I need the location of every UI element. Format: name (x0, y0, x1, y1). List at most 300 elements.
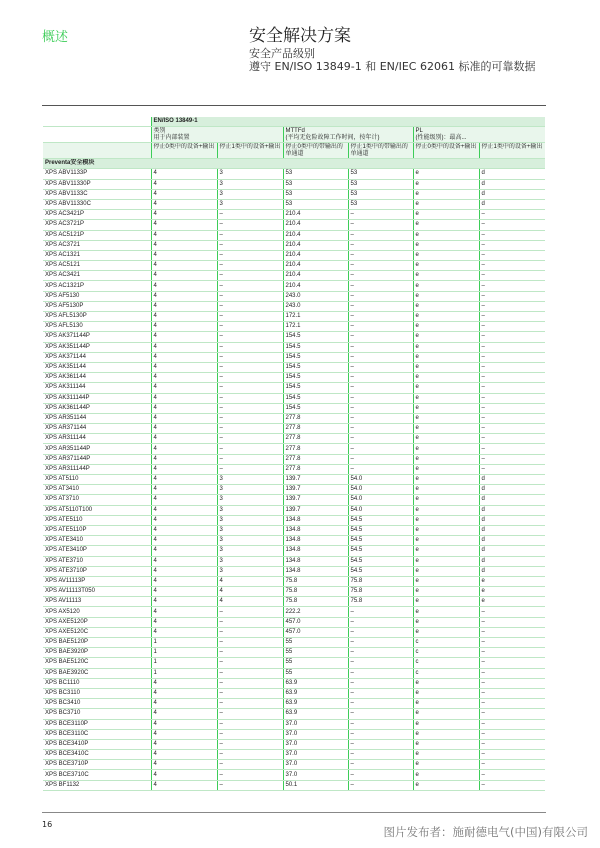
table-row (43, 648, 545, 658)
table-row (43, 393, 545, 403)
model-cell: XPS AF5130P (43, 301, 151, 311)
value-cell: – (217, 648, 283, 658)
value-cell: 134.8 (283, 566, 348, 576)
table-row (43, 515, 545, 525)
value-cell: 134.8 (283, 536, 348, 546)
value-cell: 53 (283, 169, 348, 179)
value-cell: e (413, 434, 479, 444)
value-cell: – (479, 627, 545, 637)
model-cell: XPS ABV1133P (43, 169, 151, 179)
value-cell: e (413, 332, 479, 342)
value-cell: – (479, 220, 545, 230)
col-header: 停止1类中的设备+输出 (217, 143, 283, 159)
table-row (43, 281, 545, 291)
value-cell: – (479, 668, 545, 678)
value-cell: – (217, 729, 283, 739)
value-cell: – (479, 719, 545, 729)
value-cell: e (413, 189, 479, 199)
value-cell: 53 (283, 199, 348, 209)
value-cell: e (413, 312, 479, 322)
value-cell: d (479, 525, 545, 535)
model-cell: XPS ATE5110P (43, 525, 151, 535)
value-cell: e (413, 546, 479, 556)
value-cell: e (413, 403, 479, 413)
value-cell: 4 (151, 750, 217, 760)
value-cell: 63.9 (283, 688, 348, 698)
model-cell: XPS ABV11330C (43, 199, 151, 209)
value-cell: – (348, 373, 413, 383)
value-cell: e (479, 576, 545, 586)
value-cell: – (479, 750, 545, 760)
value-cell: 54.0 (348, 485, 413, 495)
value-cell: 210.4 (283, 261, 348, 271)
value-cell: – (217, 780, 283, 790)
value-cell: 277.8 (283, 413, 348, 423)
value-cell: – (217, 291, 283, 301)
mttf-label: MTTFd (285, 128, 305, 135)
model-cell: XPS AC3421 (43, 271, 151, 281)
value-cell: c (413, 648, 479, 658)
value-cell: – (348, 240, 413, 250)
value-cell: e (413, 688, 479, 698)
table-row (43, 485, 545, 495)
table-row (43, 780, 545, 790)
value-cell: 4 (151, 352, 217, 362)
value-cell: 210.4 (283, 210, 348, 220)
value-cell: 75.8 (283, 587, 348, 597)
value-cell: – (217, 699, 283, 709)
value-cell: – (217, 322, 283, 332)
category-header (151, 127, 283, 143)
model-cell: XPS AC3721P (43, 220, 151, 230)
value-cell: – (348, 424, 413, 434)
table-row (43, 475, 545, 485)
model-cell: XPS BC3410 (43, 699, 151, 709)
value-cell: 222.2 (283, 607, 348, 617)
value-cell: – (348, 617, 413, 627)
value-cell: – (217, 393, 283, 403)
value-cell: e (413, 576, 479, 586)
value-cell: – (479, 312, 545, 322)
value-cell: – (479, 617, 545, 627)
value-cell: 277.8 (283, 434, 348, 444)
table-row (43, 352, 545, 362)
value-cell: – (479, 250, 545, 260)
value-cell: – (348, 383, 413, 393)
value-cell: 4 (151, 189, 217, 199)
table-row (43, 495, 545, 505)
value-cell: 4 (151, 719, 217, 729)
value-cell: 53 (348, 189, 413, 199)
model-cell: XPS ATE3410P (43, 546, 151, 556)
value-cell: e (413, 352, 479, 362)
model-cell: XPS AFL5130 (43, 322, 151, 332)
value-cell: – (479, 424, 545, 434)
model-cell: XPS BCE3410C (43, 750, 151, 760)
value-cell: e (413, 281, 479, 291)
value-cell: – (479, 210, 545, 220)
value-cell: 4 (151, 566, 217, 576)
value-cell: d (479, 199, 545, 209)
value-cell: 3 (217, 515, 283, 525)
value-cell: e (413, 760, 479, 770)
model-cell: XPS BC3710 (43, 709, 151, 719)
value-cell: 4 (151, 454, 217, 464)
value-cell: 4 (151, 393, 217, 403)
model-cell: XPS AX5120 (43, 607, 151, 617)
value-cell: 4 (151, 169, 217, 179)
value-cell: – (348, 444, 413, 454)
model-cell: XPS ATE3410 (43, 536, 151, 546)
value-cell: 4 (151, 546, 217, 556)
value-cell: 243.0 (283, 291, 348, 301)
value-cell: – (479, 648, 545, 658)
value-cell: c (413, 658, 479, 668)
table-row (43, 566, 545, 576)
value-cell: 4 (151, 312, 217, 322)
table-row (43, 179, 545, 189)
value-cell: – (217, 210, 283, 220)
value-cell: – (479, 658, 545, 668)
table-row (43, 434, 545, 444)
value-cell: 1 (151, 668, 217, 678)
value-cell: 139.7 (283, 505, 348, 515)
value-cell: 4 (151, 403, 217, 413)
model-cell: XPS BAE5120C (43, 658, 151, 668)
value-cell: 55 (283, 658, 348, 668)
value-cell: e (479, 587, 545, 597)
value-cell: – (348, 342, 413, 352)
value-cell: e (413, 250, 479, 260)
table-row (43, 199, 545, 209)
table-row (43, 546, 545, 556)
value-cell: – (217, 760, 283, 770)
table-row (43, 688, 545, 698)
value-cell: d (479, 505, 545, 515)
value-cell: 134.8 (283, 525, 348, 535)
value-cell: e (413, 362, 479, 372)
model-cell: XPS AT5110 (43, 475, 151, 485)
table-row (43, 699, 545, 709)
model-cell: XPS AK311144P (43, 393, 151, 403)
value-cell: 37.0 (283, 760, 348, 770)
value-cell: 210.4 (283, 281, 348, 291)
value-cell: 4 (217, 576, 283, 586)
value-cell: 4 (151, 617, 217, 627)
value-cell: e (413, 444, 479, 454)
table-row (43, 332, 545, 342)
value-cell: – (479, 373, 545, 383)
value-cell: e (413, 230, 479, 240)
safety-data-table (43, 117, 545, 791)
value-cell: – (479, 332, 545, 342)
value-cell: e (413, 729, 479, 739)
value-cell: 4 (151, 770, 217, 780)
value-cell: 4 (217, 597, 283, 607)
value-cell: d (479, 556, 545, 566)
model-cell: XPS BF1132 (43, 780, 151, 790)
value-cell: e (413, 383, 479, 393)
value-cell: 63.9 (283, 709, 348, 719)
value-cell: 4 (151, 291, 217, 301)
model-cell: XPS AK311144 (43, 383, 151, 393)
value-cell: – (217, 413, 283, 423)
value-cell: e (413, 719, 479, 729)
col-header: 停止1类中的带输出的单通道 (348, 143, 413, 159)
value-cell: – (348, 688, 413, 698)
value-cell: – (217, 454, 283, 464)
value-cell: e (413, 525, 479, 535)
table-row (43, 729, 545, 739)
value-cell: 277.8 (283, 454, 348, 464)
value-cell: – (479, 780, 545, 790)
value-cell: 210.4 (283, 250, 348, 260)
value-cell: – (479, 729, 545, 739)
model-cell: XPS AV11113P (43, 576, 151, 586)
value-cell: 75.8 (348, 597, 413, 607)
table-row (43, 424, 545, 434)
value-cell: 4 (151, 383, 217, 393)
model-cell: XPS AR371144P (43, 454, 151, 464)
value-cell: d (479, 546, 545, 556)
table-row (43, 210, 545, 220)
table-row (43, 250, 545, 260)
model-cell: XPS AT5110T100 (43, 505, 151, 515)
value-cell: 37.0 (283, 750, 348, 760)
value-cell: 172.1 (283, 312, 348, 322)
value-cell: – (217, 464, 283, 474)
category-label: 类别 (153, 128, 166, 135)
value-cell: e (413, 495, 479, 505)
model-cell: XPS BAE3920C (43, 668, 151, 678)
table-row (43, 617, 545, 627)
value-cell: 4 (151, 485, 217, 495)
value-cell: – (217, 373, 283, 383)
value-cell: 4 (151, 342, 217, 352)
value-cell: – (479, 393, 545, 403)
model-cell: XPS AXE5120C (43, 627, 151, 637)
model-cell: XPS AK371144 (43, 352, 151, 362)
value-cell: 4 (151, 495, 217, 505)
value-cell: e (413, 699, 479, 709)
value-cell: – (479, 699, 545, 709)
page-subtitle-standards: 遵守 EN/ISO 13849-1 和 EN/IEC 62061 标准的可靠数据 (249, 60, 536, 73)
header-divider (42, 105, 546, 106)
table-row (43, 505, 545, 515)
value-cell: 3 (217, 485, 283, 495)
value-cell: e (413, 566, 479, 576)
value-cell: 4 (151, 627, 217, 637)
value-cell: – (348, 678, 413, 688)
value-cell: – (348, 750, 413, 760)
value-cell: 4 (151, 199, 217, 209)
value-cell: e (413, 770, 479, 780)
value-cell: 75.8 (283, 597, 348, 607)
value-cell: – (217, 271, 283, 281)
table-row (43, 373, 545, 383)
table-row (43, 444, 545, 454)
model-cell: XPS AC3721 (43, 240, 151, 250)
value-cell: e (413, 199, 479, 209)
value-cell: e (413, 179, 479, 189)
value-cell: – (348, 719, 413, 729)
value-cell: 4 (151, 322, 217, 332)
value-cell: – (479, 413, 545, 423)
value-cell: 3 (217, 179, 283, 189)
value-cell: 53 (283, 179, 348, 189)
value-cell: d (479, 485, 545, 495)
value-cell: – (217, 220, 283, 230)
mttf-header (283, 127, 413, 143)
value-cell: – (479, 352, 545, 362)
model-cell: XPS AV11113 (43, 597, 151, 607)
model-cell: XPS AC5121P (43, 230, 151, 240)
page-title: 安全解决方案 (249, 26, 351, 46)
model-cell: XPS AT3410 (43, 485, 151, 495)
value-cell: e (413, 780, 479, 790)
value-cell: – (217, 444, 283, 454)
value-cell: – (348, 403, 413, 413)
value-cell: 210.4 (283, 271, 348, 281)
value-cell: 134.8 (283, 515, 348, 525)
value-cell: – (348, 281, 413, 291)
value-cell: – (479, 638, 545, 648)
value-cell: – (348, 434, 413, 444)
value-cell: 4 (151, 424, 217, 434)
value-cell: 4 (151, 220, 217, 230)
value-cell: 1 (151, 638, 217, 648)
value-cell: – (217, 403, 283, 413)
value-cell: 4 (151, 607, 217, 617)
footer-divider (42, 812, 546, 813)
value-cell: e (413, 169, 479, 179)
value-cell: – (217, 607, 283, 617)
value-cell: 53 (348, 179, 413, 189)
pl-label: PL (415, 128, 423, 135)
value-cell: 277.8 (283, 444, 348, 454)
value-cell: 1 (151, 658, 217, 668)
value-cell: 457.0 (283, 627, 348, 637)
value-cell: e (413, 587, 479, 597)
model-cell: XPS ABV11330P (43, 179, 151, 189)
value-cell: – (348, 699, 413, 709)
value-cell: – (479, 383, 545, 393)
value-cell: 4 (151, 760, 217, 770)
value-cell: – (479, 291, 545, 301)
value-cell: e (413, 220, 479, 230)
model-cell: XPS BCE3110P (43, 719, 151, 729)
value-cell: 3 (217, 566, 283, 576)
value-cell: – (217, 332, 283, 342)
value-cell: – (217, 688, 283, 698)
value-cell: – (217, 770, 283, 780)
value-cell: 4 (151, 271, 217, 281)
publisher-watermark: 图片发布者：施耐德电气(中国)有限公司 (383, 825, 588, 839)
page-number: 16 (42, 820, 53, 829)
value-cell: e (413, 505, 479, 515)
value-cell: 4 (151, 281, 217, 291)
value-cell: – (217, 678, 283, 688)
table-row (43, 230, 545, 240)
value-cell: 54.5 (348, 525, 413, 535)
model-cell: XPS AC1321 (43, 250, 151, 260)
value-cell: 3 (217, 199, 283, 209)
table-row (43, 668, 545, 678)
table-row (43, 678, 545, 688)
model-cell: XPS BAE3920P (43, 648, 151, 658)
value-cell: e (413, 627, 479, 637)
value-cell: – (217, 261, 283, 271)
value-cell: e (413, 393, 479, 403)
model-cell: XPS AK361144 (43, 373, 151, 383)
value-cell: – (479, 403, 545, 413)
value-cell: e (479, 597, 545, 607)
value-cell: – (479, 607, 545, 617)
value-cell: – (217, 668, 283, 678)
value-cell: 54.0 (348, 475, 413, 485)
category-note: 用于内部装置 (153, 135, 190, 142)
value-cell: 3 (217, 189, 283, 199)
value-cell: e (413, 475, 479, 485)
value-cell: – (479, 434, 545, 444)
value-cell: 4 (151, 505, 217, 515)
value-cell: 54.5 (348, 515, 413, 525)
value-cell: – (348, 362, 413, 372)
value-cell: – (348, 454, 413, 464)
table-row (43, 739, 545, 749)
value-cell: e (413, 536, 479, 546)
model-cell: XPS AK371144P (43, 332, 151, 342)
value-cell: e (413, 750, 479, 760)
table-row (43, 627, 545, 637)
value-cell: 63.9 (283, 678, 348, 688)
value-cell: e (413, 739, 479, 749)
value-cell: 134.8 (283, 556, 348, 566)
model-cell: XPS AFL5130P (43, 312, 151, 322)
table-row (43, 587, 545, 597)
value-cell: 3 (217, 505, 283, 515)
value-cell: – (348, 352, 413, 362)
value-cell: – (348, 739, 413, 749)
value-cell: 54.5 (348, 566, 413, 576)
value-cell: 55 (283, 668, 348, 678)
value-cell: – (479, 240, 545, 250)
value-cell: 55 (283, 648, 348, 658)
value-cell: 50.1 (283, 780, 348, 790)
value-cell: 4 (151, 413, 217, 423)
col-header: 停止0类中的设备+输出 (151, 143, 217, 159)
value-cell: – (217, 719, 283, 729)
value-cell: 4 (151, 699, 217, 709)
value-cell: d (479, 189, 545, 199)
value-cell: 277.8 (283, 464, 348, 474)
table-row (43, 597, 545, 607)
value-cell: – (217, 230, 283, 240)
value-cell: – (479, 362, 545, 372)
table-row (43, 413, 545, 423)
value-cell: d (479, 169, 545, 179)
mttf-note: (平均无危险故障工作时间，按年计) (285, 135, 380, 142)
value-cell: – (217, 312, 283, 322)
value-cell: 154.5 (283, 393, 348, 403)
value-cell: 54.0 (348, 505, 413, 515)
model-cell: XPS AXE5120P (43, 617, 151, 627)
value-cell: e (413, 678, 479, 688)
model-cell: XPS BCE3410P (43, 739, 151, 749)
value-cell: 154.5 (283, 342, 348, 352)
value-cell: – (479, 464, 545, 474)
model-cell: XPS AC5121 (43, 261, 151, 271)
